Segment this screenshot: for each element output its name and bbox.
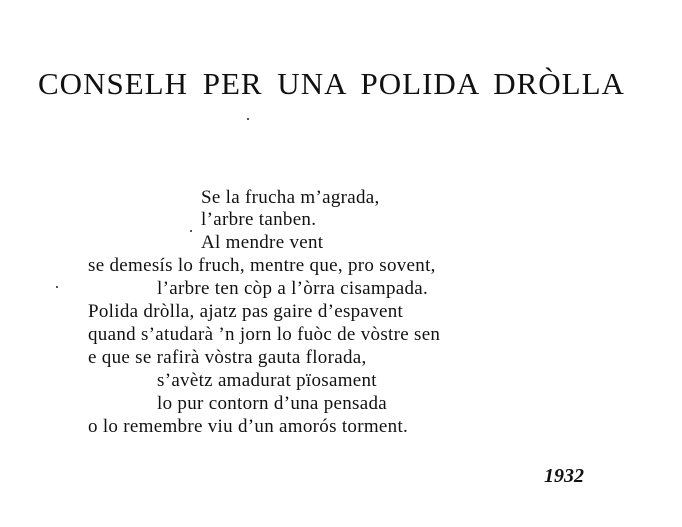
print-speck (190, 230, 192, 232)
poem-line: quand s’atudarà ’n jorn lo fuòc de vòstre sen (88, 324, 441, 345)
print-speck (56, 286, 58, 288)
poem-line: Al mendre vent (201, 232, 324, 253)
poem-line: Polida dròlla, ajatz pas gaire d’espavent (88, 301, 404, 322)
poem-year: 1932 (544, 465, 584, 487)
poem-line: lo pur contorn d’una pensada (157, 393, 387, 414)
poem-line: e que se rafirà vòstra gauta florada, (88, 347, 367, 368)
print-speck (247, 118, 249, 120)
poem-line: l’arbre tanben. (201, 209, 317, 230)
poem-line: se demesís lo fruch, mentre que, pro sovent, (88, 255, 436, 276)
poem-line: s’avètz amadurat pïosament (157, 370, 377, 391)
poem-title: CONSELH PER UNA POLIDA DRÒLLA (38, 66, 625, 101)
poem-line: Se la frucha m’agrada, (201, 187, 380, 208)
poem-line: o lo remembre viu d’un amorós torment. (88, 416, 409, 437)
poem-line: l’arbre ten còp a l’òrra cisampada. (157, 278, 429, 299)
